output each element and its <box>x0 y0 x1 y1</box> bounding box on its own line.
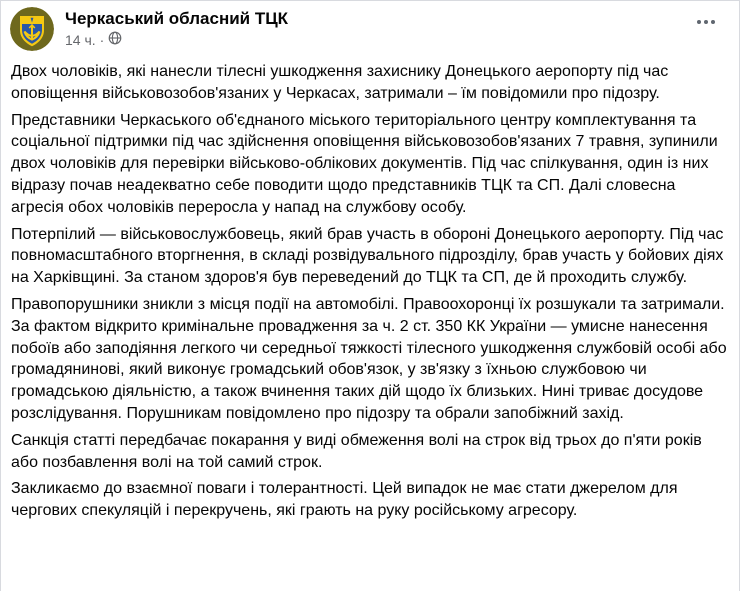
post-meta <box>65 30 288 49</box>
ellipsis-dot <box>711 20 715 24</box>
post-body <box>1 51 739 522</box>
timestamp[interactable]: 14 ч. <box>65 31 96 48</box>
post-paragraph: Двох чоловіків, які нанесли тілесні ушкодження захиснику Донецького аеропорту під час оповіщення військовозобов'язаних у Черкасах, затримали – їм повідомили про підозру. <box>11 63 669 102</box>
post-paragraph: Санкція статті передбачає покарання у виді обмеження волі на строк від трьох до п'яти років або позбавлення волі на той самий строк. <box>11 431 702 471</box>
globe-public-icon <box>108 31 122 49</box>
ellipsis-dot <box>704 20 708 24</box>
header-text <box>65 7 288 49</box>
cherkasy-tck-emblem <box>10 7 54 51</box>
post-paragraph: Представники Черкаського об'єднаного міського територіального центру комплектування та соціальної підтримки під час здійснення оповіщення військовозобов'язаних 7 травня, зупинили двох чоловіків для перевірки військово-облікових документів. Під час спілкування, один із них відразу почав неадекватно себе поводити щодо представників ТЦК та СП. Далі словесна агресія обох чоловіків переросла у напад на службову особу. <box>11 111 718 216</box>
post-header <box>1 1 739 51</box>
meta-separator: · <box>99 31 105 48</box>
post-paragraph: Потерпілий — військовослужбовець, який брав участь в обороні Донецького аеропорту. Під час повномасштабного вторгнення, в складі розвідувального підрозділу, брав участь у бойових діях на Харківщині. За станом здоров'я був переведений до ТЦК та СП, де й проходить службу. <box>11 225 724 287</box>
post-paragraph: Правопорушники зникли з місця події на автомобілі. Правоохоронці їх розшукали та затримали. <box>11 295 725 313</box>
post-paragraph: Закликаємо до взаємної поваги і толерантності. Цей випадок не має стати джерелом для чергових спекуляцій і перекручень, які грають на руку російському агресору. <box>11 480 678 520</box>
more-options-button[interactable] <box>693 14 719 30</box>
ellipsis-dot <box>697 20 701 24</box>
page-name[interactable]: Черкаський обласний ТЦК <box>65 9 289 28</box>
post-paragraph: За фактом відкрито кримінальне провадження за ч. 2 ст. 350 КК України — умисне нанесення побоїв або заподіяння легкого чи середньої тяжкості тілесного ушкодження службовій особі або громадянинові, який виконує громадський обов'язок, у зв'язку з їхньою службовою чи громадською діяльністю, а також вчинення таких дій щодо їх близьких. Нині триває досудове розслідування. Порушникам повідомлено про підозру та обрали запобіжний захід. <box>11 317 727 422</box>
avatar[interactable] <box>10 7 54 51</box>
